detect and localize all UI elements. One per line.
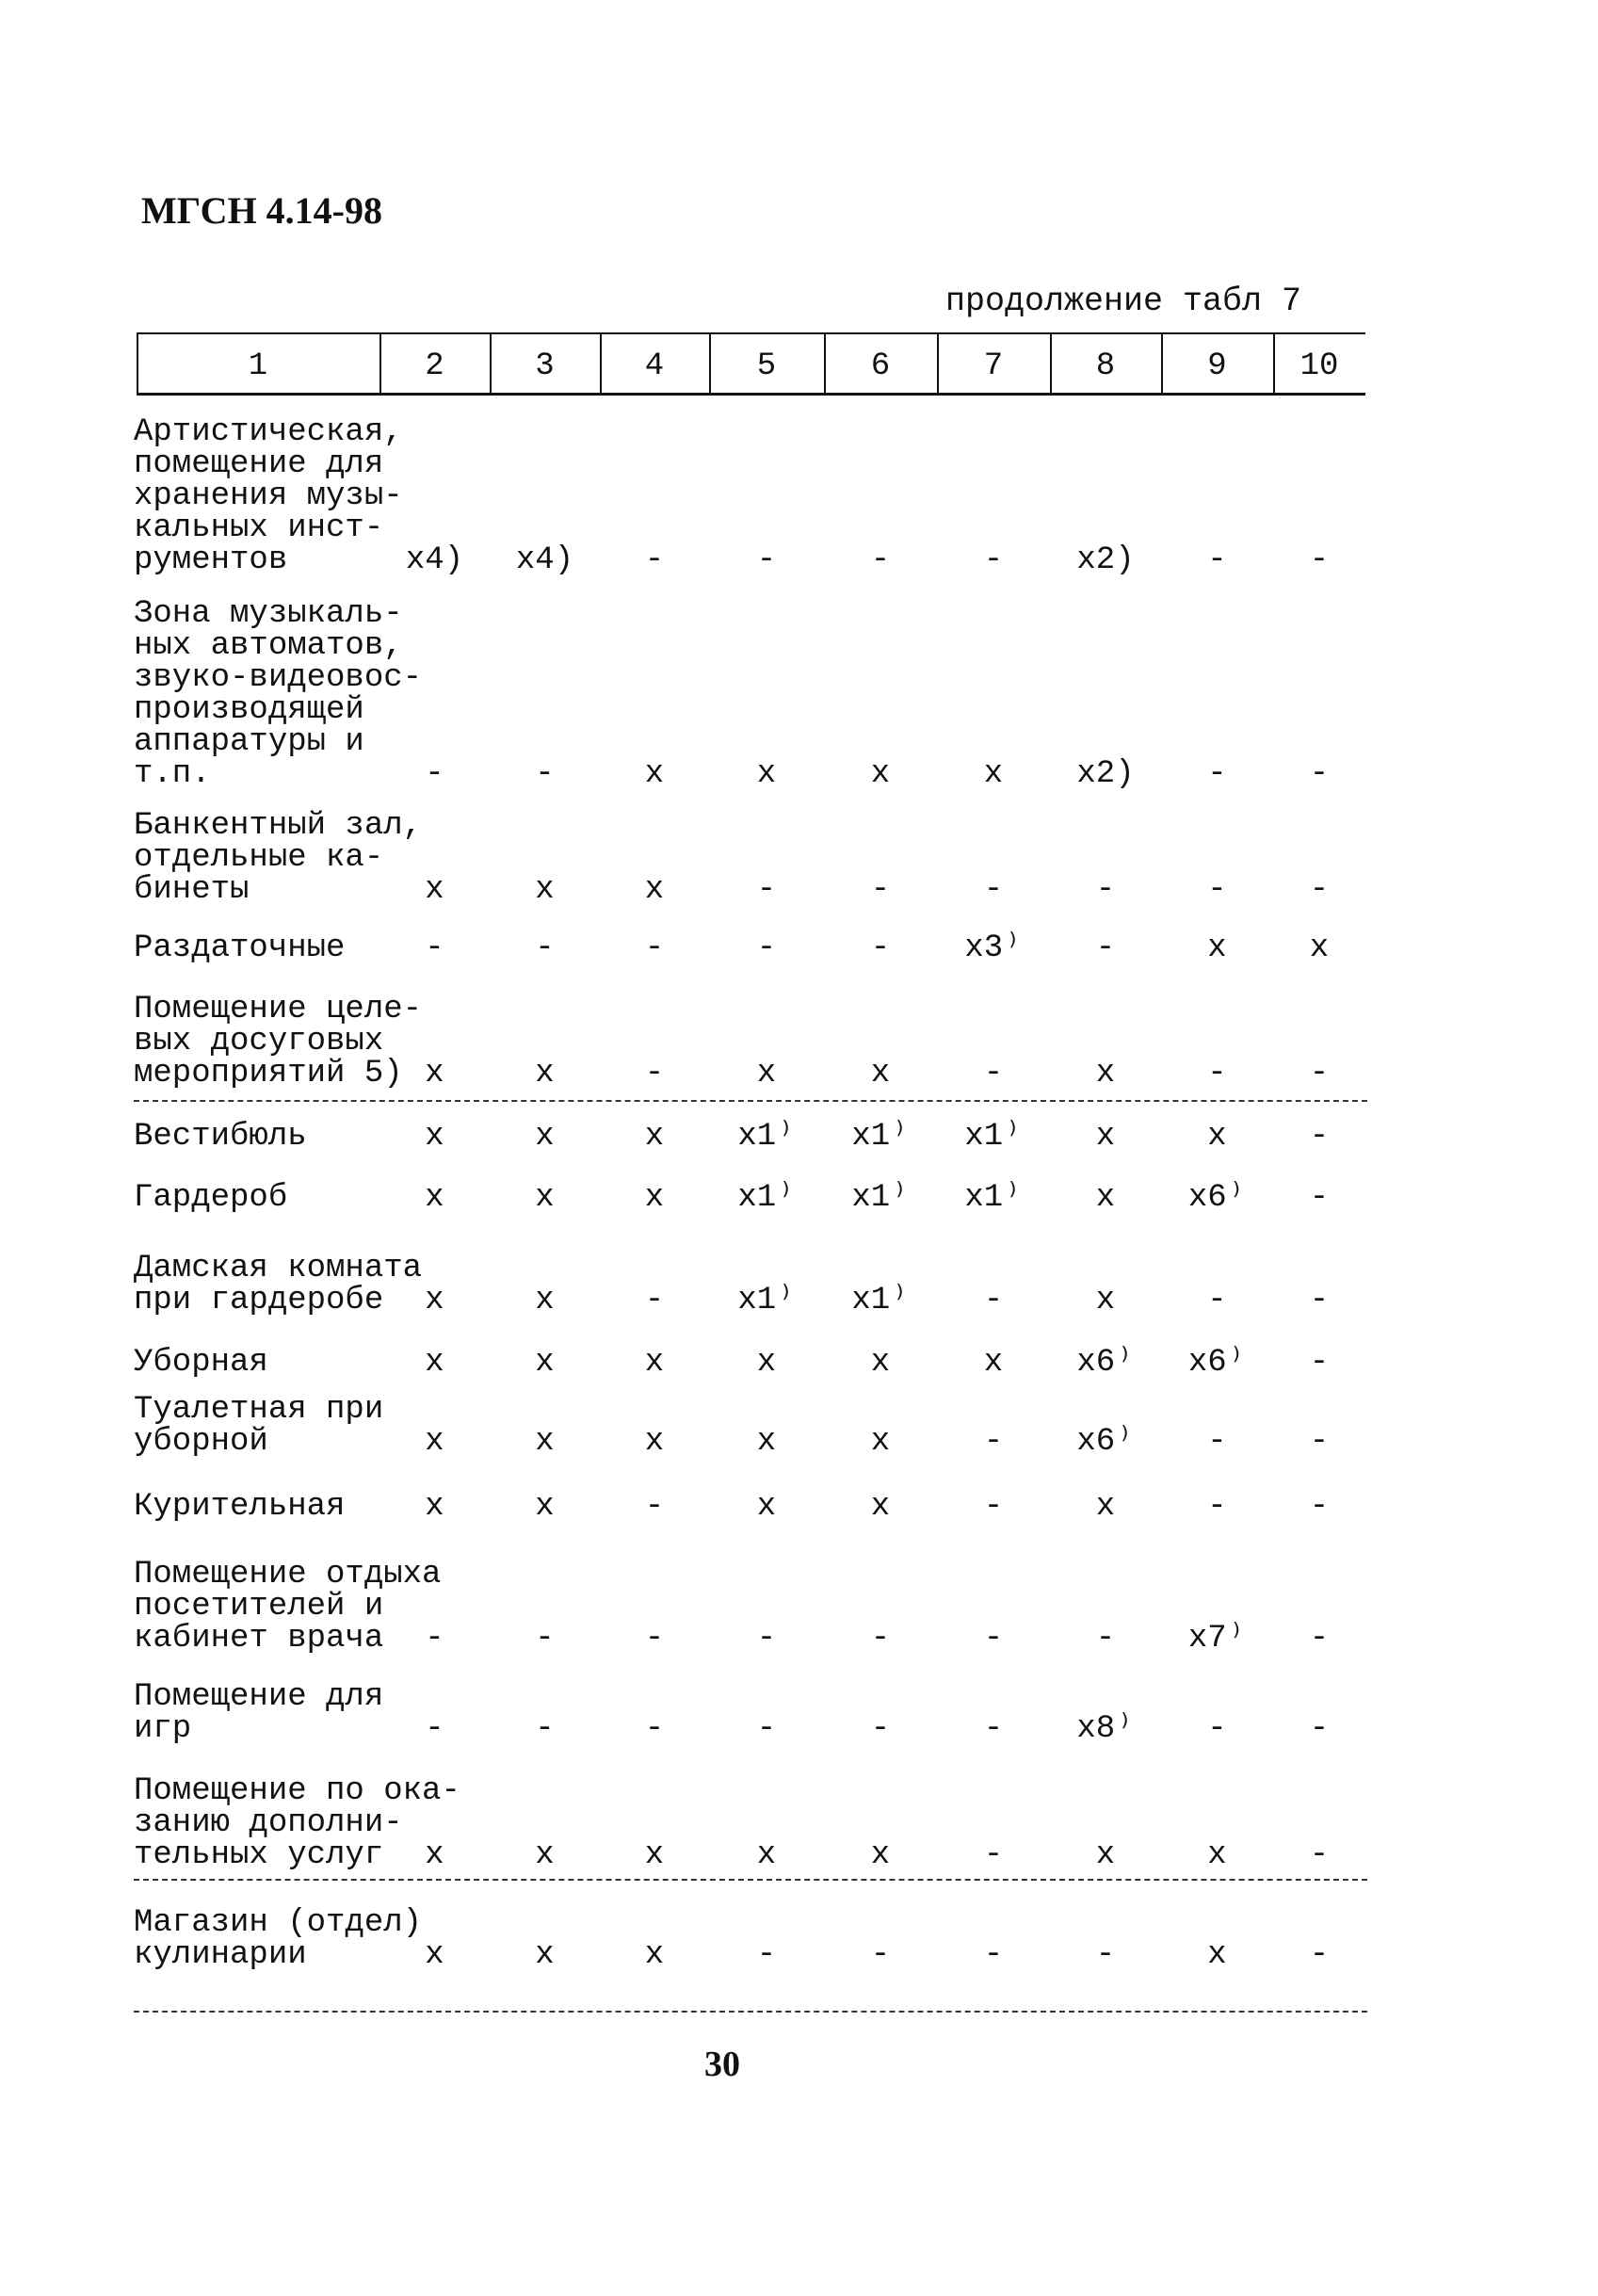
table-cell: х <box>1095 1837 1116 1873</box>
table-cell: х <box>535 1837 555 1873</box>
table-header-cell: 5 <box>756 348 777 384</box>
table-cell: - <box>1207 1489 1227 1525</box>
table-cell: - <box>644 1621 665 1657</box>
table-cell: - <box>1309 1283 1330 1318</box>
table-cell: - <box>425 930 444 966</box>
table-row-label: Магазин (отдел) кулинарии <box>134 1905 423 1973</box>
table-cell: х <box>425 1424 444 1460</box>
table-cell: - <box>1095 1937 1116 1973</box>
table-cell: х <box>644 1937 665 1973</box>
table-cell: х6⁾ <box>1187 1345 1247 1381</box>
table-cell: - <box>1309 1180 1330 1216</box>
table-header-cell: 6 <box>870 348 891 384</box>
table-cell: х <box>425 872 444 908</box>
table-cell: х <box>425 1056 444 1091</box>
table-cell: - <box>870 1711 891 1747</box>
table-cell: х <box>983 756 1004 792</box>
table-cell: - <box>1207 542 1227 578</box>
table-cell: - <box>1309 542 1330 578</box>
table-cell: х <box>535 1489 555 1525</box>
table-cell: х <box>425 1837 444 1873</box>
table-cell: х <box>870 1424 891 1460</box>
table-cell: х1⁾ <box>851 1283 910 1318</box>
table-cell: - <box>870 872 891 908</box>
table-cell: х <box>535 1424 555 1460</box>
table-header-cell: 7 <box>983 348 1004 384</box>
table-cell: - <box>983 1489 1004 1525</box>
table-cell: х4) <box>405 542 464 578</box>
table-cell: - <box>1309 1119 1330 1155</box>
table-cell: х <box>644 1345 665 1381</box>
table-header-cell: 2 <box>425 348 444 384</box>
table-cell: - <box>1095 930 1116 966</box>
table-cell: х6⁾ <box>1076 1345 1135 1381</box>
table-cell: х1⁾ <box>737 1283 796 1318</box>
table-separator <box>134 1879 1367 1881</box>
table-row-label: Гардероб <box>134 1180 288 1216</box>
table-cell: х <box>425 1119 444 1155</box>
table-cell: - <box>870 542 891 578</box>
table-cell: х <box>1207 1119 1227 1155</box>
table-cell: - <box>756 872 777 908</box>
document-code: МГСН 4.14-98 <box>141 189 382 232</box>
table-cell: х3⁾ <box>964 930 1023 966</box>
table-header-top-rule <box>137 332 1365 334</box>
table-header-bottom-rule <box>137 393 1365 396</box>
table-header-cell: 10 <box>1299 348 1339 384</box>
table-header-cell: 3 <box>535 348 555 384</box>
table-header-cell: 4 <box>644 348 665 384</box>
table-cell: - <box>983 1424 1004 1460</box>
table-cell: х <box>644 1837 665 1873</box>
table-cell: х <box>870 756 891 792</box>
table-cell: - <box>1207 1283 1227 1318</box>
table-cell: х <box>425 1489 444 1525</box>
table-cell: х8⁾ <box>1076 1711 1135 1747</box>
table-cell: х <box>1207 930 1227 966</box>
table-cell: х <box>756 1345 777 1381</box>
table-continuation-label: продолжение табл 7 <box>945 283 1302 320</box>
table-cell: х1⁾ <box>737 1119 796 1155</box>
table-cell: - <box>535 1711 555 1747</box>
table-cell: х <box>870 1837 891 1873</box>
table-cell: х <box>756 756 777 792</box>
table-cell: х1⁾ <box>851 1119 910 1155</box>
table-row-label: Дамская комната при гардеробе <box>134 1251 423 1318</box>
table-row-label: Уборная <box>134 1345 268 1381</box>
table-cell: х1⁾ <box>964 1180 1023 1216</box>
table-row-label: Помещение для игр <box>134 1679 384 1747</box>
table-cell: х1⁾ <box>851 1180 910 1216</box>
table-cell: - <box>1095 1621 1116 1657</box>
table-separator <box>134 1100 1367 1102</box>
table-cell: - <box>1309 756 1330 792</box>
table-cell: х <box>535 1283 555 1318</box>
table-row-label: Помещение отдыха посетителей и кабинет врача <box>134 1557 442 1657</box>
table-cell: х2) <box>1076 542 1135 578</box>
table-cell: х <box>425 1180 444 1216</box>
table-cell: - <box>870 930 891 966</box>
table-row-label: Раздаточные <box>134 930 346 966</box>
table-cell: - <box>983 1837 1004 1873</box>
table-cell: - <box>756 1711 777 1747</box>
table-cell: - <box>983 1621 1004 1657</box>
table-cell: - <box>425 1621 444 1657</box>
table-cell: х <box>983 1345 1004 1381</box>
table-cell: - <box>870 1937 891 1973</box>
table-cell: х6⁾ <box>1076 1424 1135 1460</box>
table-row-label: Артистическая, помещение для хранения музы- кальных инст- рументов <box>134 414 403 578</box>
table-cell: х <box>535 872 555 908</box>
table-cell: х <box>425 1345 444 1381</box>
table-cell: - <box>1095 872 1116 908</box>
table-cell: - <box>756 542 777 578</box>
table-cell: х <box>425 1283 444 1318</box>
table-cell: х <box>535 1937 555 1973</box>
table-cell: х <box>756 1424 777 1460</box>
table-cell: - <box>1309 1937 1330 1973</box>
page-number: 30 <box>704 2045 740 2084</box>
table-row-label: Вестибюль <box>134 1119 307 1155</box>
table-cell: - <box>425 756 444 792</box>
table-cell: х <box>644 872 665 908</box>
table-cell: х <box>870 1056 891 1091</box>
table-row-label: Туалетная при уборной <box>134 1392 384 1460</box>
table-header-cell: 8 <box>1095 348 1116 384</box>
table-cell: - <box>756 1937 777 1973</box>
table-cell: х <box>870 1489 891 1525</box>
table-cell: - <box>644 542 665 578</box>
table-cell: х <box>535 1180 555 1216</box>
table-cell: х <box>1309 930 1330 966</box>
table-cell: - <box>644 1283 665 1318</box>
table-cell: - <box>1207 872 1227 908</box>
table-row-label: Курительная <box>134 1489 346 1525</box>
table-cell: х <box>644 756 665 792</box>
table-cell: х1⁾ <box>964 1119 1023 1155</box>
table-cell: х7⁾ <box>1187 1621 1247 1657</box>
table-cell: - <box>983 872 1004 908</box>
table-cell: х <box>644 1424 665 1460</box>
table-cell: - <box>425 1711 444 1747</box>
table-row-label: Банкентный зал, отдельные ка- бинеты <box>134 808 423 908</box>
table-cell: х1⁾ <box>737 1180 796 1216</box>
table-cell: х <box>870 1345 891 1381</box>
table-cell: - <box>756 930 777 966</box>
table-separator <box>134 2011 1367 2013</box>
table-cell: - <box>1207 756 1227 792</box>
table-cell: х <box>1095 1283 1116 1318</box>
table-cell: х <box>535 1119 555 1155</box>
table-cell: х4) <box>515 542 574 578</box>
table-cell: - <box>1309 1489 1330 1525</box>
table-cell: х <box>1207 1837 1227 1873</box>
table-cell: - <box>535 1621 555 1657</box>
table-cell: х2) <box>1076 756 1135 792</box>
table-cell: х <box>535 1345 555 1381</box>
table-header-cell: 1 <box>248 348 268 384</box>
table-cell: - <box>535 756 555 792</box>
table-cell: х <box>756 1489 777 1525</box>
table-cell: х <box>425 1937 444 1973</box>
table-cell: х <box>1207 1937 1227 1973</box>
table-cell: х <box>1095 1180 1116 1216</box>
table-header-cell: 9 <box>1207 348 1227 384</box>
table-cell: х <box>1095 1056 1116 1091</box>
table-cell: - <box>644 930 665 966</box>
table-cell: - <box>644 1711 665 1747</box>
table-cell: - <box>1309 1837 1330 1873</box>
table-cell: - <box>1309 1424 1330 1460</box>
table-cell: - <box>644 1489 665 1525</box>
table-cell: - <box>1309 1056 1330 1091</box>
table-cell: - <box>1309 872 1330 908</box>
table-cell: - <box>1207 1056 1227 1091</box>
table-cell: - <box>983 1711 1004 1747</box>
table-cell: - <box>644 1056 665 1091</box>
table-cell: х <box>1095 1119 1116 1155</box>
table-cell: х <box>756 1056 777 1091</box>
table-row-label: Помещение по ока- занию дополни- тельных услуг <box>134 1773 460 1873</box>
table-cell: - <box>983 1056 1004 1091</box>
table-cell: - <box>983 1283 1004 1318</box>
table-cell: х6⁾ <box>1187 1180 1247 1216</box>
table-cell: - <box>1309 1345 1330 1381</box>
table-cell: - <box>1309 1621 1330 1657</box>
table-cell: - <box>535 930 555 966</box>
table-cell: х <box>1095 1489 1116 1525</box>
table-cell: - <box>1207 1424 1227 1460</box>
table-cell: - <box>1207 1711 1227 1747</box>
table-cell: - <box>983 542 1004 578</box>
table-cell: - <box>1309 1711 1330 1747</box>
table-row-label: Зона музыкаль- ных автоматов, звуко-видеовос- производящей аппаратуры и т.п. <box>134 596 423 792</box>
table-cell: - <box>983 1937 1004 1973</box>
table-cell: х <box>756 1837 777 1873</box>
table-cell: - <box>870 1621 891 1657</box>
table-cell: х <box>644 1119 665 1155</box>
table-cell: - <box>756 1621 777 1657</box>
table-cell: х <box>535 1056 555 1091</box>
table-row-label: Помещение целе- вых досуговых мероприятий 5) <box>134 992 423 1091</box>
table-cell: х <box>644 1180 665 1216</box>
